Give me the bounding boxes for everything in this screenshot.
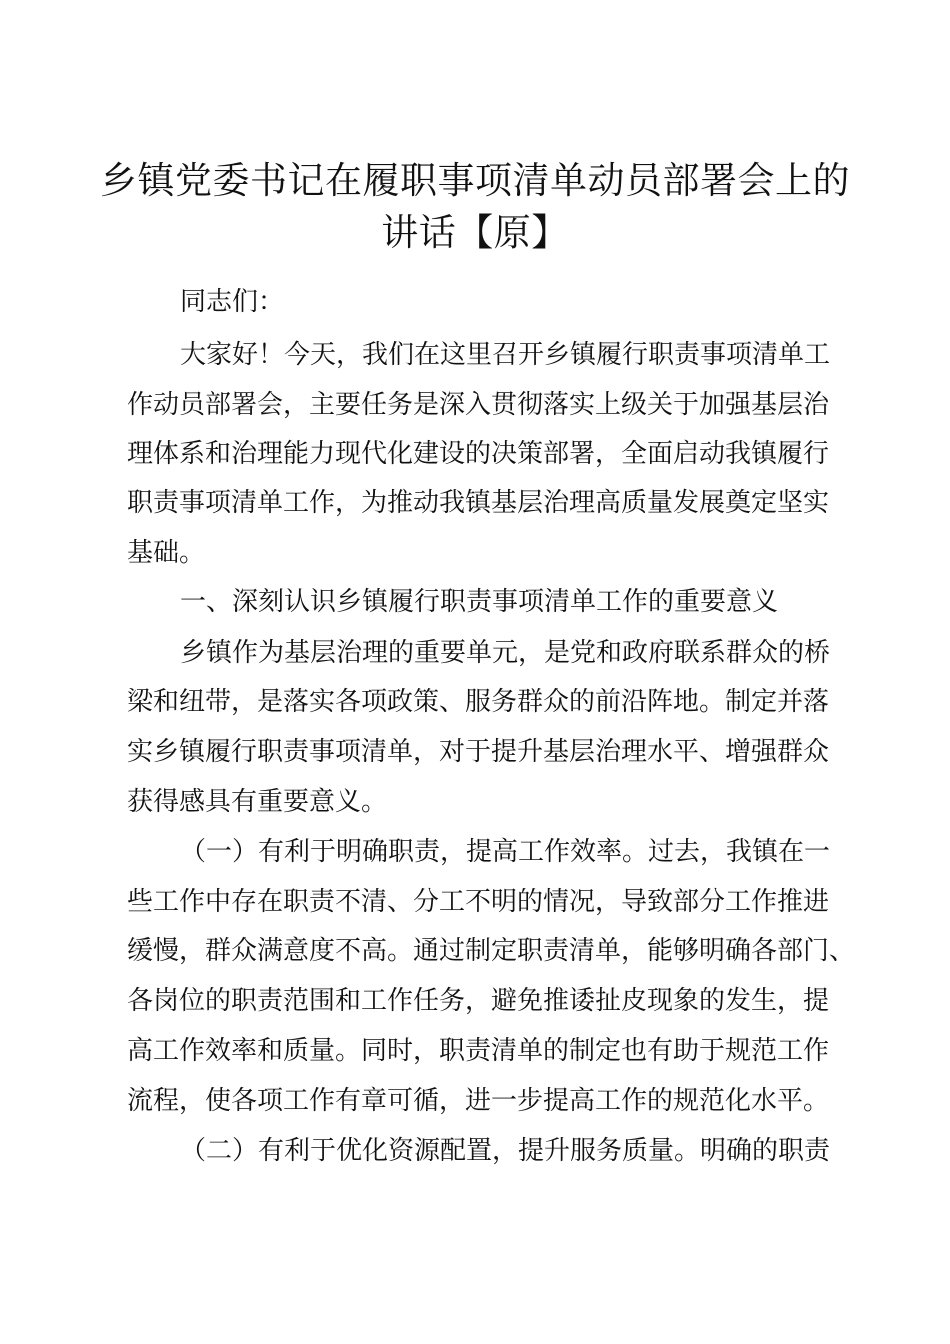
paragraph-line: （二）有利于优化资源配置，提升服务质量。明确的职责 (180, 1136, 831, 1166)
paragraph-line: 实乡镇履行职责事项清单，对于提升基层治理水平、增强群众 (127, 737, 830, 767)
paragraph-line: 梁和纽带，是落实各项政策、服务群众的前沿阵地。制定并落 (127, 687, 830, 717)
paragraph-line: （一）有利于明确职责，提高工作效率。过去，我镇在一 (180, 837, 831, 867)
paragraph-line: 缓慢，群众满意度不高。通过制定职责清单，能够明确各部门、 (127, 936, 856, 966)
salutation: 同志们： (180, 287, 285, 317)
paragraph-line: 理体系和治理能力现代化建设的决策部署，全面启动我镇履行 (127, 439, 830, 469)
paragraph-line: 获得感具有重要意义。 (127, 787, 388, 817)
document-title-line-2: 讲话【原】 (381, 211, 569, 254)
document-title-line-1: 乡镇党委书记在履职事项清单动员部署会上的 (100, 159, 850, 202)
section-heading: 一、深刻认识乡镇履行职责事项清单工作的重要意义 (180, 587, 779, 617)
paragraph-line: 各岗位的职责范围和工作任务，避免推诿扯皮现象的发生，提 (127, 986, 830, 1016)
paragraph-line: 高工作效率和质量。同时，职责清单的制定也有助于规范工作 (127, 1036, 830, 1066)
paragraph-line: 些工作中存在职责不清、分工不明的情况，导致部分工作推进 (127, 887, 830, 917)
paragraph-line: 基础。 (127, 538, 206, 568)
paragraph-line: 职责事项清单工作，为推动我镇基层治理高质量发展奠定坚实 (127, 488, 830, 518)
paragraph-line: 作动员部署会，主要任务是深入贯彻落实上级关于加强基层治 (127, 390, 830, 420)
paragraph-line: 乡镇作为基层治理的重要单元，是党和政府联系群众的桥 (180, 638, 831, 668)
paragraph-line: 大家好！今天，我们在这里召开乡镇履行职责事项清单工 (180, 340, 831, 370)
paragraph-line: 流程，使各项工作有章可循，进一步提高工作的规范化水平。 (127, 1086, 830, 1116)
